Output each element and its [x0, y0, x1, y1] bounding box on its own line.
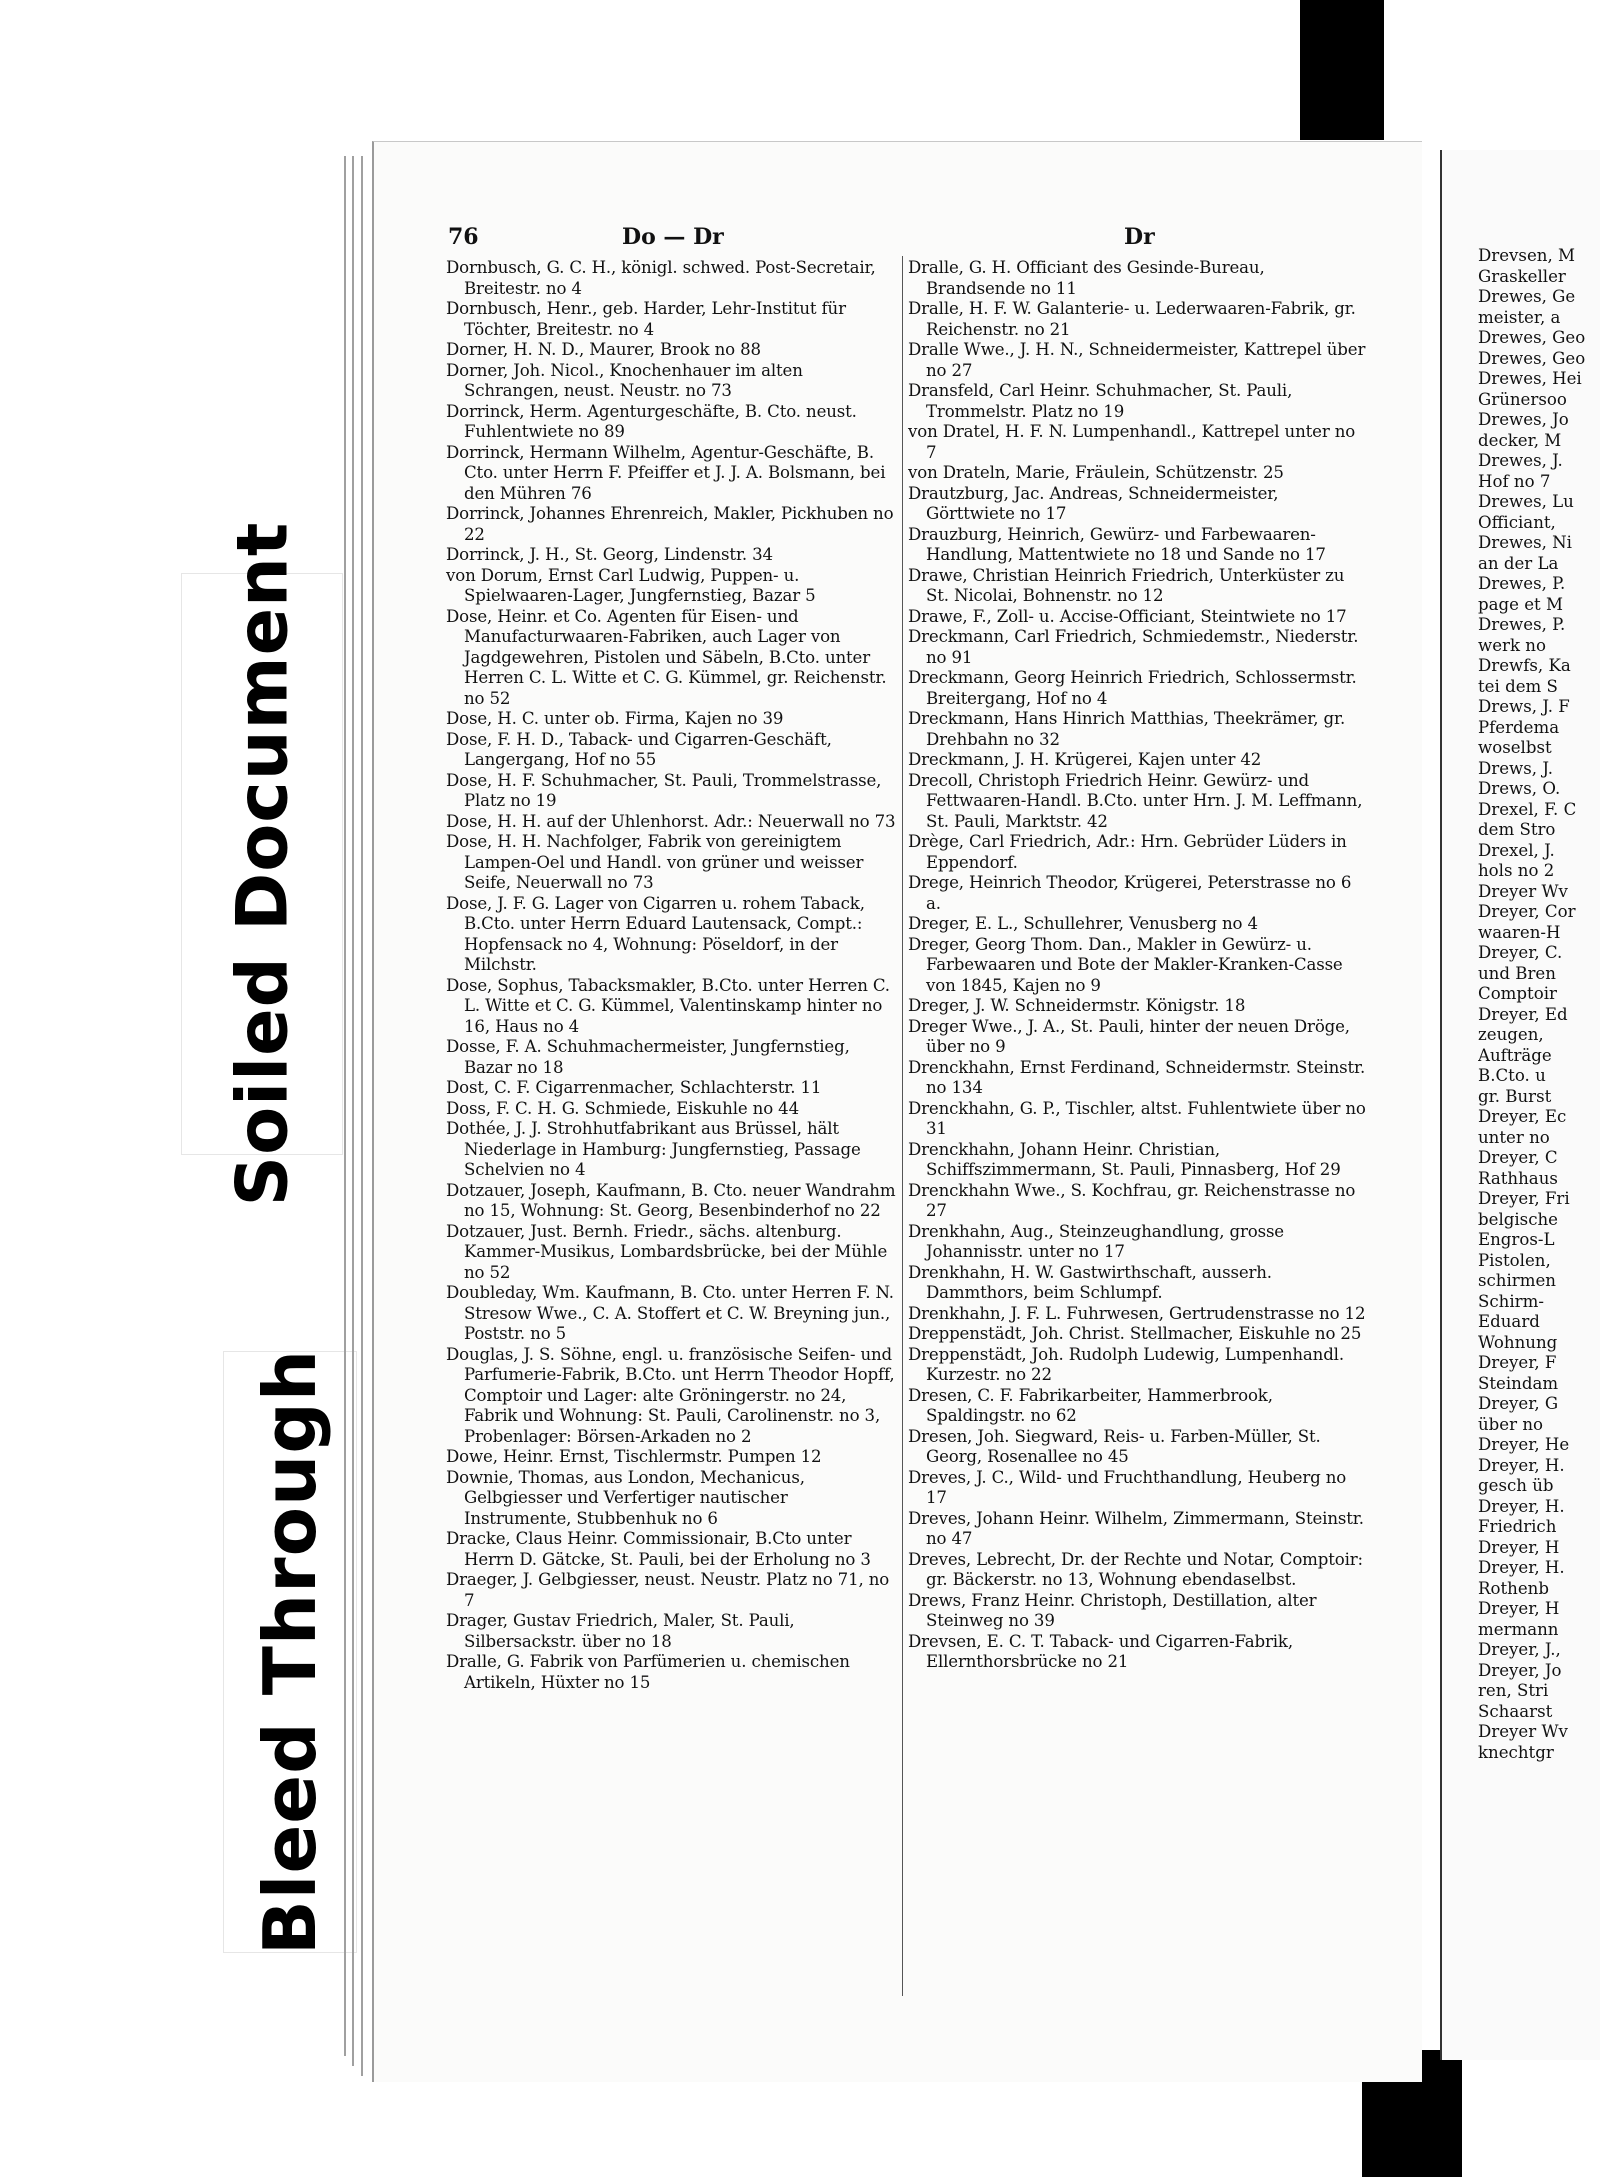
entry-text: Drenckhahn Wwe., S. Kochfrau, gr. Reichenstrasse no 27 — [908, 1180, 1356, 1220]
entry-text: Dralle, G. H. Officiant des Gesinde-Bureau, Brandsende no 11 — [908, 258, 1265, 298]
directory-entry — [446, 1570, 896, 1611]
directory-entry — [908, 1386, 1366, 1427]
facing-page-line: Pistolen, — [1478, 1250, 1551, 1270]
directory-entry — [908, 709, 1366, 750]
entry-text: Dose, Sophus, Tabacksmakler, B.Cto. unter Herren C. L. Witte et C. G. Kümmel, Valentinskamp hinter no 16, Haus no 4 — [446, 975, 890, 1036]
directory-entry — [908, 750, 1366, 771]
directory-entry — [908, 607, 1366, 628]
entry-text: Dowe, Heinr. Ernst, Tischlermstr. Pumpen 12 — [446, 1447, 822, 1466]
entry-text: Doubleday, Wm. Kaufmann, B. Cto. unter Herren F. N. Stresow Wwe., C. A. Stoffert et C. W. Breyning jun., Poststr. no 5 — [446, 1283, 894, 1343]
facing-page-line: und Bren — [1478, 963, 1556, 983]
facing-page-line: Dreyer, Jo — [1478, 1660, 1562, 1680]
facing-page-line: Rathhaus — [1478, 1168, 1558, 1188]
facing-page-line: Steindam — [1478, 1373, 1559, 1393]
directory-entry — [908, 1591, 1366, 1632]
facing-page-line: Friedrich — [1478, 1517, 1557, 1536]
facing-page-line: Dreyer, H. — [1478, 1455, 1565, 1475]
directory-entry — [908, 1427, 1366, 1468]
facing-page-line: Drews, J. F — [1478, 697, 1570, 716]
directory-entry — [446, 566, 896, 607]
facing-page-line: Hof no 7 — [1478, 471, 1551, 491]
facing-page-line: Pferdema — [1478, 717, 1560, 737]
directory-entry — [908, 340, 1366, 381]
directory-entry — [908, 484, 1366, 525]
directory-entry — [908, 914, 1366, 935]
directory-entry — [908, 566, 1366, 607]
directory-entry — [446, 832, 896, 894]
entry-text: Dralle, H. F. W. Galanterie- u. Lederwaaren-Fabrik, gr. Reichenstr. no 21 — [908, 299, 1356, 339]
entry-text: Drawe, Christian Heinrich Friedrich, Unterküster zu St. Nicolai, Bohnenstr. no 12 — [908, 565, 1345, 605]
entry-text: Doss, F. C. H. G. Schmiede, Eiskuhle no 44 — [446, 1098, 799, 1118]
directory-entry — [908, 832, 1366, 873]
facing-page-line: Drewes, P. — [1478, 615, 1566, 634]
directory-entry — [908, 1058, 1366, 1099]
facing-page-line: zeugen, — [1478, 1025, 1544, 1044]
entry-text: Dorner, H. N. D., Maurer, Brook no 88 — [446, 340, 761, 359]
directory-entry — [446, 299, 896, 340]
entry-text: Dorrinck, Herm. Agenturgeschäfte, B. Cto. neust. Fuhlentwiete no 89 — [446, 401, 857, 441]
entry-text: Dransfeld, Carl Heinr. Schuhmacher, St. Pauli, Trommelstr. Platz no 19 — [908, 381, 1293, 421]
facing-page-line: Schirm- — [1478, 1291, 1544, 1311]
facing-page-line: Officiant, — [1478, 512, 1556, 532]
entry-text: Drautzburg, Jac. Andreas, Schneidermeister, Görttwiete no 17 — [908, 483, 1279, 523]
directory-entry — [908, 1181, 1366, 1222]
entry-text: Drenckhahn, Ernst Ferdinand, Schneidermstr. Steinstr. no 134 — [908, 1057, 1366, 1097]
directory-entry — [446, 771, 896, 812]
facing-page-column — [1478, 246, 1600, 1763]
directory-entry — [446, 1078, 896, 1099]
directory-entry — [908, 463, 1366, 484]
facing-page-line: Drews, O. — [1478, 779, 1561, 798]
entry-text: Dreckmann, Georg Heinrich Friedrich, Schlossermstr. Breitergang, Hof no 4 — [908, 668, 1357, 708]
facing-page-line: Dreyer, J., — [1478, 1640, 1561, 1659]
entry-text: Drews, Franz Heinr. Christoph, Destillation, alter Steinweg no 39 — [908, 1590, 1317, 1630]
entry-text: Dose, J. F. G. Lager von Cigarren u. rohem Taback, B.Cto. unter Herrn Eduard Lautensack, Compt.: Hopfensack no 4, Wohnung: Pöseldorf, in der Milchstr. — [446, 893, 865, 974]
entry-text: Dreckmann, J. H. Krügerei, Kajen unter 42 — [908, 750, 1262, 769]
entry-text: Dorrinck, J. H., St. Georg, Lindenstr. 34 — [446, 545, 773, 564]
entry-text: Drawe, F., Zoll- u. Accise-Officiant, Steintwiete no 17 — [908, 606, 1347, 626]
directory-entry — [908, 1222, 1366, 1263]
entry-text: Dralle Wwe., J. H. N., Schneidermeister, Kattrepel über no 27 — [908, 340, 1366, 380]
facing-page-line: Engros-L — [1478, 1230, 1555, 1249]
facing-page-line: knechtgr — [1478, 1742, 1554, 1762]
facing-page-line: unter no — [1478, 1127, 1550, 1147]
directory-entry — [446, 1283, 896, 1345]
facing-page-line: Drexel, J. — [1478, 840, 1555, 860]
directory-entry — [908, 1345, 1366, 1386]
directory-entry — [446, 812, 896, 833]
directory-entry — [908, 627, 1366, 668]
directory-column-left — [446, 258, 896, 1693]
page-header-center: Dr — [1124, 224, 1155, 250]
facing-page-line: mermann — [1478, 1619, 1559, 1639]
directory-entry — [908, 1550, 1366, 1591]
entry-text: Dose, Heinr. et Co. Agenten für Eisen- und Manufacturwaaren-Fabriken, auch Lager von Jagdgewehren, Pistolen und Säbeln, B.Cto. unter Herren C. L. Witte et C. G. Kümmel, gr. Reichenstr. no 52 — [446, 606, 887, 708]
entry-text: Downie, Thomas, aus London, Mechanicus, Gelbgiesser und Verfertiger nautischer Instrumente, Stubbenhuk no 6 — [446, 1467, 805, 1528]
facing-page-line: Drews, J. — [1478, 758, 1553, 778]
entry-text: Dreckmann, Hans Hinrich Matthias, Theekrämer, gr. Drehbahn no 32 — [908, 709, 1346, 749]
directory-entry — [908, 873, 1366, 914]
entry-text: Drenkhahn, J. F. L. Fuhrwesen, Gertrudenstrasse no 12 — [908, 1303, 1366, 1323]
directory-entry — [908, 771, 1366, 833]
facing-page-line: Dreyer, He — [1478, 1435, 1570, 1454]
entry-text: Drevsen, E. C. T. Taback- und Cigarren-Fabrik, Ellernthorsbrücke no 21 — [908, 1631, 1293, 1671]
entry-text: Drenkhahn, H. W. Gastwirthschaft, ausserh. Dammthors, beim Schlumpf. — [908, 1262, 1272, 1302]
facing-page-line: decker, M — [1478, 430, 1562, 450]
entry-text: Dose, F. H. D., Taback- und Cigarren-Geschäft, Langergang, Hof no 55 — [446, 729, 832, 769]
directory-entry — [446, 1037, 896, 1078]
directory-entry — [908, 525, 1366, 566]
directory-entry — [908, 1324, 1366, 1345]
entry-text: Dorner, Joh. Nicol., Knochenhauer im alten Schrangen, neust. Neustr. no 73 — [446, 360, 803, 400]
entry-text: Dreger, E. L., Schullehrer, Venusberg no 4 — [908, 914, 1258, 933]
facing-page-line: Schaarst — [1478, 1701, 1553, 1721]
entry-text: Dreves, Lebrecht, Dr. der Rechte und Notar, Comptoir: gr. Bäckerstr. no 13, Wohnung ebendaselbst. — [908, 1549, 1363, 1589]
page-header-left: Do — Dr — [622, 224, 724, 250]
entry-text: Dracke, Claus Heinr. Commissionair, B.Cto unter Herrn D. Gätcke, St. Pauli, bei der Erholung no 3 — [446, 1529, 871, 1569]
facing-page-line: belgische — [1478, 1209, 1558, 1229]
directory-entry — [446, 545, 896, 566]
directory-column-middle — [908, 258, 1366, 1673]
page-edge — [344, 156, 346, 2056]
entry-text: von Drateln, Marie, Fräulein, Schützenstr. 25 — [908, 463, 1284, 482]
bleed-through-label: Bleed Through — [224, 1352, 356, 1952]
facing-page-line: Aufträge — [1478, 1045, 1552, 1065]
entry-text: Dresen, C. F. Fabrikarbeiter, Hammerbrook, Spaldingstr. no 62 — [908, 1385, 1273, 1425]
directory-entry — [908, 1099, 1366, 1140]
directory-entry — [908, 258, 1366, 299]
facing-page-line: Comptoir — [1478, 984, 1557, 1003]
directory-entry — [908, 996, 1366, 1017]
entry-text: Drège, Carl Friedrich, Adr.: Hrn. Gebrüder Lüders in Eppendorf. — [908, 832, 1347, 872]
directory-entry — [446, 402, 896, 443]
page-edge — [361, 156, 363, 2076]
entry-text: Dost, C. F. Cigarrenmacher, Schlachterstr. 11 — [446, 1078, 822, 1097]
facing-page-line: Drexel, F. C — [1478, 799, 1577, 819]
directory-entry — [908, 381, 1366, 422]
column-divider — [902, 256, 903, 1996]
facing-page-line: Dreyer Wv — [1478, 881, 1568, 901]
entry-text: Drecoll, Christoph Friedrich Heinr. Gewürz- und Fettwaaren-Handl. B.Cto. unter Hrn. J. M. Leffmann, St. Pauli, Marktstr. 42 — [908, 770, 1363, 831]
facing-page-line: Drevsen, M — [1478, 246, 1575, 265]
facing-page-line: Drewes, Ni — [1478, 533, 1572, 552]
facing-page-line: Drewes, Geo — [1478, 348, 1586, 368]
entry-text: Dreger, J. W. Schneidermstr. Königstr. 18 — [908, 996, 1246, 1015]
entry-text: Dresen, Joh. Siegward, Reis- u. Farben-Müller, St. Georg, Rosenallee no 45 — [908, 1426, 1321, 1466]
facing-page-line: Drewes, Lu — [1478, 492, 1574, 511]
directory-entry — [446, 1099, 896, 1120]
directory-entry — [446, 1345, 896, 1448]
directory-entry — [446, 1447, 896, 1468]
facing-page-line: Dreyer, H — [1478, 1537, 1560, 1557]
facing-page-line: Dreyer, F — [1478, 1353, 1557, 1372]
facing-page-line: gr. Burst — [1478, 1086, 1552, 1106]
entry-text: Dorrinck, Johannes Ehrenreich, Makler, Pickhuben no 22 — [446, 504, 894, 544]
facing-page-line: Drewes, Ge — [1478, 287, 1576, 306]
entry-text: Dotzauer, Just. Bernh. Friedr., sächs. altenburg. Kammer-Musikus, Lombardsbrücke, bei der Mühle no 52 — [446, 1221, 888, 1282]
directory-entry — [908, 1017, 1366, 1058]
entry-text: Dose, H. F. Schuhmacher, St. Pauli, Trommelstrasse, Platz no 19 — [446, 770, 882, 810]
directory-entry — [446, 340, 896, 361]
directory-entry — [908, 1140, 1366, 1181]
facing-page-line: Dreyer, Fri — [1478, 1189, 1570, 1208]
facing-page-line: meister, a — [1478, 307, 1561, 327]
facing-page-line: Dreyer, Ed — [1478, 1004, 1568, 1024]
directory-entry — [446, 894, 896, 976]
facing-page-line: Drewes, Hei — [1478, 369, 1582, 388]
facing-page-line: hols no 2 — [1478, 861, 1555, 880]
entry-text: Dorrinck, Hermann Wilhelm, Agentur-Geschäfte, B. Cto. unter Herrn F. Pfeiffer et J. J. A. Bolsmann, bei den Mühren 76 — [446, 442, 886, 503]
directory-entry — [908, 422, 1366, 463]
directory-entry — [446, 1652, 896, 1693]
directory-entry — [446, 730, 896, 771]
directory-entry — [446, 709, 896, 730]
facing-page-line: Grünersoo — [1478, 389, 1567, 409]
entry-text: Draeger, J. Gelbgiesser, neust. Neustr. Platz no 71, no 7 — [446, 1570, 890, 1610]
facing-page-line: tei dem S — [1478, 676, 1558, 696]
facing-page-line: werk no — [1478, 635, 1546, 655]
page-edge — [352, 156, 354, 2066]
facing-page-line: Drewes, P. — [1478, 574, 1566, 593]
entry-text: Douglas, J. S. Söhne, engl. u. französische Seifen- und Parfumerie-Fabrik, B.Cto. unt Herrn Theodor Hopff, Comptoir und Lager: alte Gröningerstr. no 24, Fabrik und Wohnung: St. Pauli, Carolinenstr. no 3, Probenlager: Börsen-Arkaden no 2 — [446, 1344, 895, 1446]
directory-entry — [446, 976, 896, 1038]
directory-entry — [446, 1468, 896, 1530]
directory-entry — [446, 1529, 896, 1570]
entry-text: Drege, Heinrich Theodor, Krügerei, Peterstrasse no 6 a. — [908, 873, 1352, 913]
facing-page — [1440, 150, 1600, 2060]
entry-text: Dothée, J. J. Strohhutfabrikant aus Brüssel, hält Niederlage in Hamburg: Jungfernstieg, Passage Schelvien no 4 — [446, 1119, 861, 1179]
facing-page-line: Dreyer, H. — [1478, 1558, 1565, 1577]
facing-page-line: Graskeller — [1478, 266, 1566, 286]
facing-page-line: Drewes, J. — [1478, 451, 1563, 470]
directory-entry — [908, 1468, 1366, 1509]
facing-page-line: über no — [1478, 1414, 1544, 1434]
entry-text: Dreves, Johann Heinr. Wilhelm, Zimmermann, Steinstr. no 47 — [908, 1508, 1364, 1548]
entry-text: von Dorum, Ernst Carl Ludwig, Puppen- u. Spielwaaren-Lager, Jungfernstieg, Bazar 5 — [446, 565, 816, 605]
entry-text: Drenckhahn, G. P., Tischler, altst. Fuhlentwiete über no 31 — [908, 1098, 1366, 1138]
facing-page-line: ren, Stri — [1478, 1681, 1549, 1700]
facing-page-line: Dreyer, C — [1478, 1148, 1558, 1167]
directory-entry — [446, 607, 896, 710]
page-number: 76 — [448, 224, 479, 250]
facing-page-line: gesch üb — [1478, 1476, 1554, 1495]
facing-page-line: B.Cto. u — [1478, 1066, 1546, 1085]
facing-page-line: Dreyer, Cor — [1478, 902, 1576, 921]
facing-page-line: Wohnung — [1478, 1332, 1558, 1352]
entry-text: Dreckmann, Carl Friedrich, Schmiedemstr., Niederstr. no 91 — [908, 627, 1359, 667]
directory-entry — [908, 1263, 1366, 1304]
soiled-document-label: Soiled Document — [182, 574, 342, 1154]
facing-page-line: Eduard — [1478, 1312, 1540, 1331]
entry-text: Drauzburg, Heinrich, Gewürz- und Farbewaaren-Handlung, Mattentwiete no 18 und Sande no 17 — [908, 524, 1326, 564]
directory-entry — [446, 443, 896, 505]
directory-entry — [446, 1181, 896, 1222]
entry-text: Dreger, Georg Thom. Dan., Makler in Gewürz- u. Farbewaaren und Bote der Makler-Kranken-Casse von 1845, Kajen no 9 — [908, 934, 1343, 995]
entry-text: Dornbusch, G. C. H., königl. schwed. Post-Secretair, Breitestr. no 4 — [446, 258, 876, 298]
facing-page-line: woselbst — [1478, 738, 1552, 757]
entry-text: Dose, H. H. auf der Uhlenhorst. Adr.: Neuerwall no 73 — [446, 811, 896, 831]
entry-text: Drenkhahn, Aug., Steinzeughandlung, grosse Johannisstr. unter no 17 — [908, 1221, 1284, 1261]
facing-page-line: Rothenb — [1478, 1578, 1549, 1598]
facing-page-line: page et M — [1478, 594, 1563, 614]
directory-entry — [446, 258, 896, 299]
facing-page-line: schirmen — [1478, 1271, 1556, 1290]
entry-text: Dreger Wwe., J. A., St. Pauli, hinter der neuen Dröge, über no 9 — [908, 1016, 1350, 1056]
facing-page-line: an der La — [1478, 553, 1559, 573]
binding-rod-top — [1300, 0, 1384, 140]
directory-entry — [908, 1304, 1366, 1325]
facing-page-line: Dreyer Wv — [1478, 1722, 1568, 1741]
entry-text: Dornbusch, Henr., geb. Harder, Lehr-Institut für Töchter, Breitestr. no 4 — [446, 299, 846, 339]
entry-text: Dosse, F. A. Schuhmachermeister, Jungfernstieg, Bazar no 18 — [446, 1037, 850, 1077]
directory-entry — [446, 504, 896, 545]
entry-text: Drager, Gustav Friedrich, Maler, St. Pauli, Silbersackstr. über no 18 — [446, 1611, 795, 1651]
directory-entry — [908, 299, 1366, 340]
directory-entry — [446, 361, 896, 402]
facing-page-line: Drewes, Geo — [1478, 328, 1586, 347]
entry-text: Dotzauer, Joseph, Kaufmann, B. Cto. neuer Wandrahm no 15, Wohnung: St. Georg, Besenbinderhof no 22 — [446, 1180, 896, 1220]
directory-entry — [908, 1632, 1366, 1673]
facing-page-line: Drewfs, Ka — [1478, 656, 1571, 675]
entry-text: Dreves, J. C., Wild- und Fruchthandlung, Heuberg no 17 — [908, 1467, 1347, 1507]
directory-entry — [908, 1509, 1366, 1550]
directory-entry — [908, 668, 1366, 709]
directory-entry — [446, 1611, 896, 1652]
facing-page-line: Dreyer, C. — [1478, 943, 1563, 962]
entry-text: Dose, H. H. Nachfolger, Fabrik von gereinigtem Lampen-Oel und Handl. von grüner und weisser Seife, Neuerwall no 73 — [446, 832, 864, 892]
facing-page-line: Dreyer, H. — [1478, 1496, 1565, 1516]
entry-text: Dralle, G. Fabrik von Parfümerien u. chemischen Artikeln, Hüxter no 15 — [446, 1652, 850, 1692]
directory-entry — [908, 935, 1366, 997]
entry-text: von Dratel, H. F. N. Lumpenhandl., Kattrepel unter no 7 — [908, 422, 1356, 462]
entry-text: Dreppenstädt, Joh. Christ. Stellmacher, Eiskuhle no 25 — [908, 1324, 1362, 1343]
entry-text: Dose, H. C. unter ob. Firma, Kajen no 39 — [446, 709, 784, 728]
facing-page-line: Dreyer, G — [1478, 1394, 1559, 1413]
facing-page-line: Dreyer, Ec — [1478, 1107, 1567, 1126]
directory-entry — [446, 1119, 896, 1181]
facing-page-line: waaren-H — [1478, 922, 1561, 942]
directory-entry — [446, 1222, 896, 1284]
facing-page-line: Dreyer, H — [1478, 1599, 1560, 1618]
entry-text: Drenckhahn, Johann Heinr. Christian, Schiffszimmermann, St. Pauli, Pinnasberg, Hof 29 — [908, 1139, 1341, 1179]
facing-page-line: Drewes, Jo — [1478, 410, 1569, 429]
entry-text: Dreppenstädt, Joh. Rudolph Ludewig, Lumpenhandl. Kurzestr. no 22 — [908, 1344, 1344, 1384]
facing-page-line: dem Stro — [1478, 820, 1556, 839]
